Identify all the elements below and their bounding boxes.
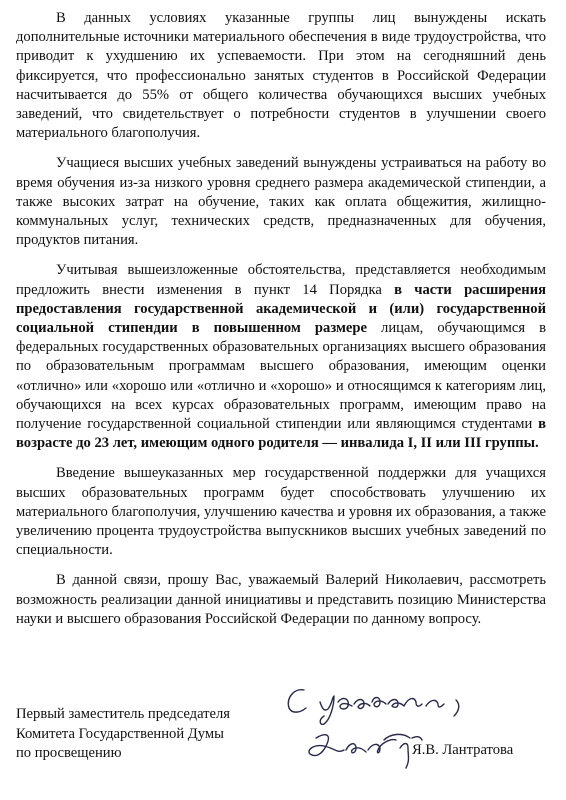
paragraph [16, 9, 546, 143]
position-line: Первый заместитель председателя [16, 706, 231, 722]
paragraph [16, 571, 546, 629]
text-run: лицам, обучающимся в федеральных государственных образовательных организациях высшего образования по образовательным программам высшего образования, имеющим оценки «отлично» или «хорошо или «отлично и «хорошо» и относящимся к категориям лиц, обучающихся на всех курсах образовательных программ, имеющим право на получение государственной социальной стипендии или являющимся студентами [16, 320, 546, 433]
bold-text-run: в части расширения предоставления государственной академической и (или) государственной социальной стипендии в повышенном размере [16, 281, 546, 337]
bold-text-run: в возрасте до 23 лет, имеющим одного родителя — инвалида I, II или III группы. [16, 416, 546, 452]
position-line: по просвещению [16, 745, 122, 761]
text-run: В данной связи, прошу Вас, уважаемый Валерий Николаевич, рассмотреть возможность реализации данной инициативы и представить позицию Министерства науки и высшего образования Российской Федерации по данному вопросу. [16, 572, 546, 627]
text-run: Введение вышеуказанных мер государственной поддержки для учащихся высших образовательных программ будет способствовать улучшению их материального благополучия, улучшению качества и уровня их образования, а также увеличению процента трудоустройства выпускников высших учебных заведений по специальности. [16, 465, 546, 559]
paragraph [16, 261, 546, 453]
text-run: Учащиеся высших учебных заведений вынуждены устраиваться на работу во время обучения из-за низкого уровня среднего размера академической стипендии, а также высоких затрат на обучение, таких как оплата общежития, жилищно-коммунальных услуг, технических средств, предназначенных для обучения, продуктов питания. [16, 155, 546, 249]
paragraph [16, 464, 546, 560]
position-line: Комитета Государственной Думы [16, 725, 224, 742]
handwritten-signature [280, 676, 480, 780]
signatory-name: Я.В. Лантратова [412, 742, 514, 758]
signatory-position [16, 705, 316, 764]
text-run: В данных условиях указанные группы лиц вынуждены искать дополнительные источники материального обеспечения в виде трудоустройства, что приводит к ухудшению их успеваемости. При этом на сегодняшний день фиксируется, что профессионально занятых студентов в Российской Федерации насчитывается до 55% от общего количества обучающихся высших учебных заведений, что свидетельствует о потребности студентов в улучшении своего материального благополучия. [16, 10, 546, 142]
text-run: Учитывая вышеизложенные обстоятельства, представляется необходимым предложить внести изменения в пункт 14 Порядка [16, 262, 546, 298]
paragraph [16, 154, 546, 250]
letter-body [16, 9, 546, 640]
